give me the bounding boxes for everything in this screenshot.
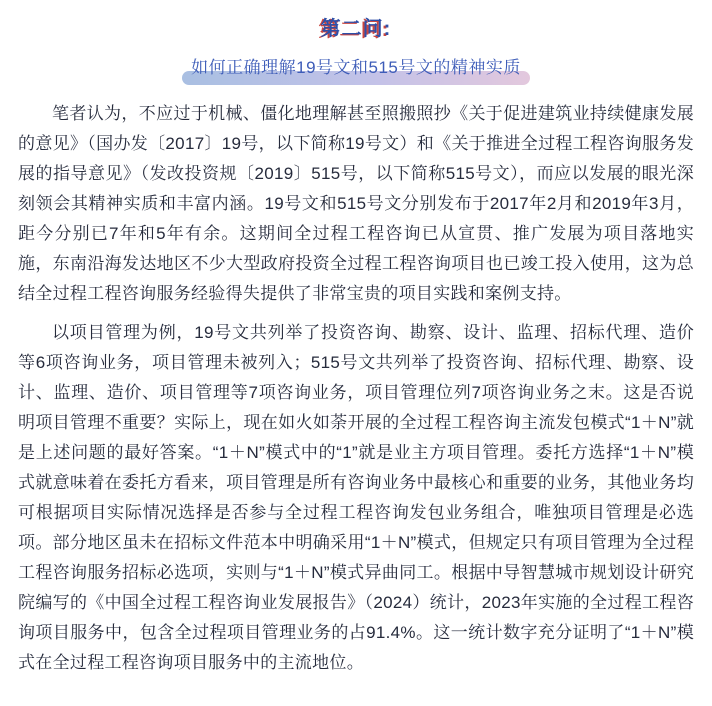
body-paragraph-1: 笔者认为，不应过于机械、僵化地理解甚至照搬照抄《关于促进建筑业持续健康发展的意见》（国办发〔2017〕19号，以下简称19号文）和《关于推进全过程工程咨询服务发展的指导意见》（发改投资规〔2019〕515号，以下简称515号文），而应以发展的眼光深刻领会其精神实质和丰富内涵。19号文和515号文分别发布于2017年2月和2019年3月，距今分别已7年和5年有余。这期间全过程工程咨询已从宣贯、推广发展为项目落地实施，东南沿海发达地区不少大型政府投资全过程工程咨询项目也已竣工投入使用，这为总结全过程工程咨询服务经验得失提供了非常宝贵的项目实践和案例支持。 bbox=[18, 104, 694, 303]
page-subtitle bbox=[191, 56, 521, 80]
page-title: 第二问: bbox=[320, 18, 392, 40]
page-subtitle-text: 如何正确理解19号文和515号文的精神实质 bbox=[191, 58, 521, 77]
article-body bbox=[18, 99, 694, 678]
body-paragraph-2: 以项目管理为例，19号文共列举了投资咨询、勘察、设计、监理、招标代理、造价等6项咨询业务，项目管理未被列入；515号文共列举了投资咨询、招标代理、勘察、设计、监理、造价、项目管理等7项咨询业务，项目管理位列7项咨询业务之末。这是否说明项目管理不重要？实际上，现在如火如荼开展的全过程工程咨询主流发包模式“1＋N”就是上述问题的最好答案。“1＋N”模式中的“1”就是业主方项目管理。委托方选择“1＋N”模式就意味着在委托方看来，项目管理是所有咨询业务中最核心和重要的业务，其他业务均可根据项目实际情况选择是否参与全过程工程咨询发包业务组合，唯独项目管理是必选项。部分地区虽未在招标文件范本中明确采用“1＋N”模式，但规定只有项目管理为全过程工程咨询服务招标必选项，实则与“1＋N”模式异曲同工。根据中导智慧城市规划设计研究院编写的《中国全过程工程咨询业发展报告》（2024）统计，2023年实施的全过程工程咨询项目服务中，包含全过程项目管理业务的占91.4%。这一统计数字充分证明了“1＋N”模式在全过程工程咨询项目服务中的主流地位。 bbox=[18, 323, 694, 672]
page-subtitle-row bbox=[18, 56, 694, 81]
